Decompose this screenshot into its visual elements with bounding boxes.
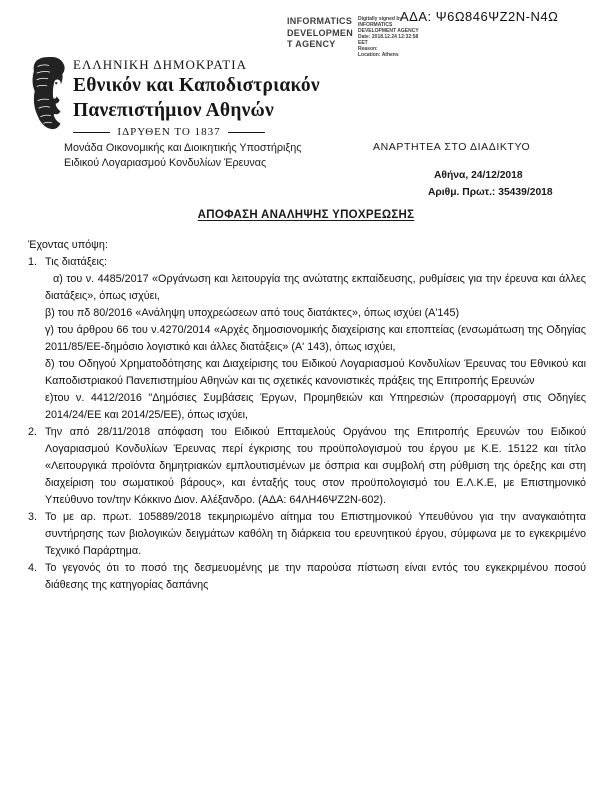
university-emblem-icon	[31, 57, 69, 131]
signature-line: INFORMATICS	[358, 22, 393, 28]
letterhead	[73, 57, 320, 138]
item-text: Την από 28/11/2018 απόφαση του Ειδικού Επταμελούς Οργάνου της Επιτροπής Ερευνών του Ειδικού Λογαριασμού Κονδυλίων Έρευνας περί έγκρισης του προϋπολογισμού του έργου με Κ.Ε. 15122 και τίτλο «Λειτουργικά προϊόντα δημητριακών εμπλουτισμένων με όσπρια και συμβολή στη ρύθμιση της όρεξης και στη διαχείριση του σωματικού βάρους», και ένταξής τους στον προϋπολογισμό του Ε.Λ.Κ.Ε, με Επιστημονικό Υπεύθυνο τον/την Κόκκινο Διον. Αλέξανδρο. (ΑΔΑ: 64ΛΗ46ΨΖ2Ν-602).	[45, 426, 586, 506]
item-number: 3.	[28, 511, 38, 523]
item-text: Το γεγονός ότι το ποσό της δεσμευομένης με την παρούσα πίστωση είναι εντός του εγκεκριμένου ποσού διάθεσης της κατηγορίας δαπάνης	[45, 562, 586, 591]
university-name-line1: Εθνικόν και Καποδιστριακόν	[73, 75, 320, 96]
document-body	[28, 237, 586, 594]
subitem-b: β) του πδ 80/2016 «Ανάληψη υποχρεώσεων από τους διατάκτες», όπως ισχύει (Α'145)	[45, 307, 460, 319]
signature-line: Location: Athens	[358, 52, 399, 58]
list-item-4	[28, 560, 586, 594]
university-name-line2: Πανεπιστήμιον Αθηνών	[73, 99, 274, 121]
item-number: 2.	[28, 426, 38, 438]
signature-line: Date: 2018.12.24 12:32:58	[358, 34, 419, 40]
protocol-number: Αριθμ. Πρωτ.: 35439/2018	[428, 187, 553, 198]
web-posting-label: ΑΝΑΡΤΗΤΕΑ ΣΤΟ ΔΙΑΔΙΚΤΥΟ	[373, 141, 531, 153]
founded-rule-left	[73, 132, 110, 133]
founded-rule-right	[228, 132, 265, 133]
signature-line: EET	[358, 40, 368, 46]
signature-line: Digitally signed by	[358, 16, 403, 22]
list-item-3	[28, 509, 586, 560]
signature-line: Reason:	[358, 46, 378, 52]
hellenic-republic-label: ΕΛΛΗΝΙΚΗ ΔΗΜΟΚΡΑΤΙΑ	[73, 57, 247, 72]
list-item-2	[28, 424, 586, 509]
unit-line2: Ειδικού Λογαριασμού Κονδυλίων Έρευνας	[64, 156, 267, 169]
digital-signature-stamp	[287, 16, 428, 58]
item-number: 4.	[28, 562, 38, 574]
issuing-unit	[64, 141, 301, 170]
list-item-1	[28, 254, 586, 424]
ada-code: ΑΔΑ: Ψ6Ω846ΨΖ2N-N4Ω	[400, 9, 559, 24]
item-content	[45, 254, 586, 424]
signature-details	[358, 16, 428, 58]
subitem-d: δ) του Οδηγού Χρηματοδότησης και Διαχείρισης του Ειδικού Λογαριασμού Κονδυλίων Έρευνας του Εθνικού και Καποδιστριακού Πανεπιστημίου Αθηνών και τις σχετικές κανονιστικές πράξεις της Επιτροπής Ερευνών	[45, 358, 586, 387]
founded-banner	[73, 126, 265, 138]
signature-agency-name: INFORMATICS DEVELOPMENT AGENCY	[287, 16, 354, 49]
item-number: 1.	[28, 256, 38, 268]
item-text: Το με αρ. πρωτ. 105889/2018 τεκμηριωμένο αίτημα του Επιστημονικού Υπευθύνου για την αναγκαιότητα συντήρησης των βιολογικών δειγμάτων καθόλη τη διάρκεια του ερευνητικού έργου, σύμφωνα με το εγκεκριμένο Τεχνικό Παράρτημα.	[45, 511, 586, 557]
document-title: ΑΠΟΦΑΣΗ ΑΝΑΛΗΨΗΣ ΥΠΟΧΡΕΩΣΗΣ	[197, 209, 415, 221]
intro-line: Έχοντας υπόψη:	[28, 239, 108, 251]
subitem-c: γ) του άρθρου 66 του ν.4270/2014 «Αρχές δημοσιονομικής διαχείρισης και εποπτείας (ενσωμάτωση της Οδηγίας 2011/85/ΕΕ-δημόσιο λογιστικό και άλλες διατάξεις» (Α' 143), όπως ισχύει,	[45, 324, 586, 353]
signature-line: DEVELOPMENT AGENCY	[358, 28, 419, 34]
subitem-a: α) του ν. 4485/2017 «Οργάνωση και λειτουργία της ανώτατης εκπαίδευσης, ρυθμίσεις για την έρευνα και άλλες διατάξεις», όπως ισχύει,	[45, 273, 586, 302]
unit-line1: Μονάδα Οικονομικής και Διοικητικής Υποστήριξης	[64, 142, 302, 154]
place-and-date: Αθήνα, 24/12/2018	[434, 170, 523, 181]
founded-text: ΙΔΡΥΘΕΝ ΤΟ 1837	[117, 126, 221, 138]
subitem-e: ε)του ν. 4412/2016 "Δημόσιες Συμβάσεις Έργων, Προμηθειών και Υπηρεσιών (προσαρμογή στις Οδηγίες 2014/24/ΕΕ και 2014/25/ΕΕ), όπως ισχύει,	[45, 392, 586, 421]
item-text: Τις διατάξεις:	[45, 256, 108, 268]
